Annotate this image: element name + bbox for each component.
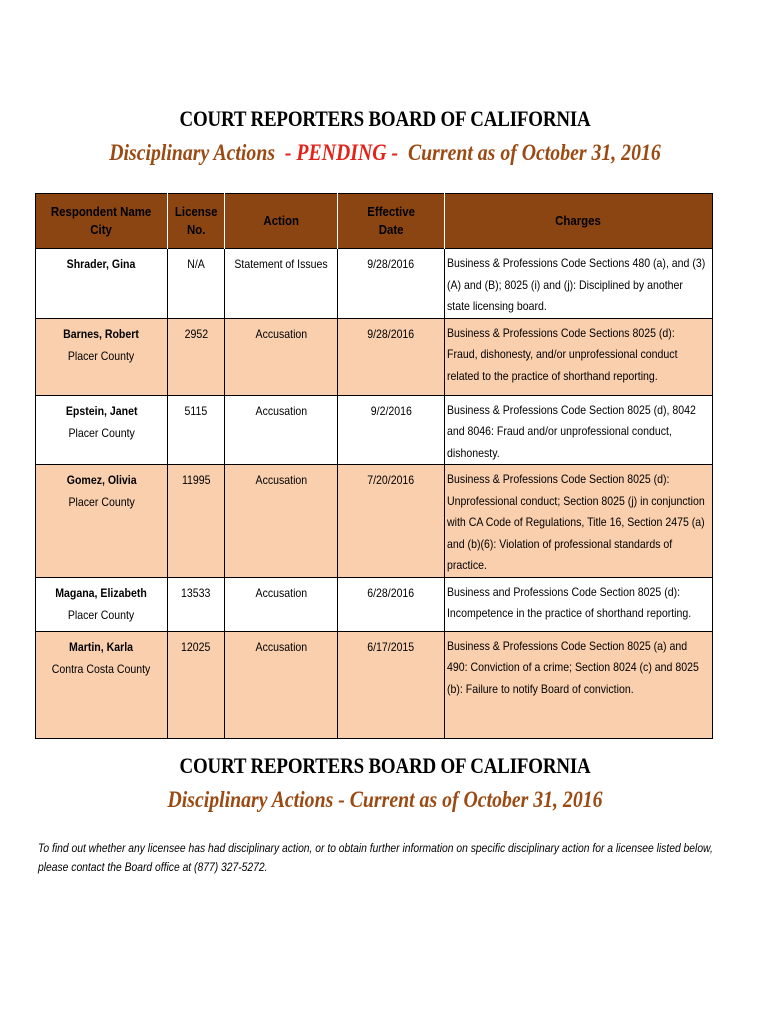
action-cell <box>225 318 338 395</box>
contact-note-text: To find out whether any licensee has had disciplinary action, or to obtain further information on specific disciplinary action for a licensee listed below, please contact the Board office at (877) 327-5272. <box>38 841 713 874</box>
header-charges-label: Charges <box>555 213 602 228</box>
table-row <box>36 465 713 578</box>
page-title: COURT REPORTERS BOARD OF CALIFORNIA <box>179 106 591 131</box>
effective-date: 6/17/2015 <box>367 639 415 654</box>
date-cell <box>338 249 445 319</box>
respondent-cell <box>36 465 168 578</box>
header-charges <box>445 194 713 249</box>
action-cell <box>225 465 338 578</box>
respondent-city: Contra Costa County <box>52 661 151 676</box>
effective-date: 7/20/2016 <box>367 473 415 487</box>
header-date-label: Date <box>378 222 404 237</box>
page-subtitle-2: Disciplinary Actions - Current as of October 31, 2016 <box>167 787 603 812</box>
contact-note <box>38 839 738 877</box>
effective-date: 9/28/2016 <box>367 326 415 341</box>
charges-text: Business and Professions Code Section 8025 (d): Incompetence in the practice of shorthand reporting. <box>447 584 692 620</box>
action-type: Accusation <box>255 473 307 487</box>
date-cell <box>338 318 445 395</box>
respondent-name: Barnes, Robert <box>63 326 140 341</box>
license-cell <box>168 318 225 395</box>
table-row <box>36 577 713 631</box>
header-action-label: Action <box>263 213 299 228</box>
header-action <box>225 194 338 249</box>
respondent-cell <box>36 577 168 631</box>
table-header-row <box>36 194 713 249</box>
effective-date: 9/2/2016 <box>370 403 412 418</box>
header-license-label: License <box>174 204 218 219</box>
page-subtitle <box>54 140 716 166</box>
table-row <box>36 631 713 738</box>
charges-cell <box>445 249 713 319</box>
charges-text: Business & Professions Code Sections 480 (a), and (3)(A) and (B); 8025 (i) and (j): Disciplined by another state licensing board. <box>447 256 706 313</box>
license-number: N/A <box>187 257 205 271</box>
respondent-name: Shrader, Gina <box>67 257 136 271</box>
charges-cell <box>445 577 713 631</box>
license-number: 13533 <box>181 585 211 600</box>
header-effective-date <box>338 194 445 249</box>
license-cell <box>168 395 225 465</box>
charges-cell <box>445 465 713 578</box>
subtitle-prefix: Disciplinary Actions <box>109 140 285 165</box>
charges-cell <box>445 395 713 465</box>
action-type: Accusation <box>255 639 307 654</box>
respondent-city: Placer County <box>68 495 135 509</box>
header-respondent <box>36 194 168 249</box>
charges-cell <box>445 318 713 395</box>
charges-text: Business & Professions Code Section 8025 (a) and 490: Conviction of a crime; Section 8024 (c) and 8025 (b): Failure to notify Board of conviction. <box>447 638 699 696</box>
date-cell <box>338 465 445 578</box>
table-row <box>36 249 713 319</box>
action-type: Accusation <box>255 326 307 341</box>
respondent-name: Epstein, Janet <box>65 403 138 418</box>
action-cell <box>225 249 338 319</box>
header-respondent-label: Respondent Name <box>51 204 152 219</box>
license-cell <box>168 577 225 631</box>
license-number: 2952 <box>184 326 208 341</box>
header-license <box>168 194 225 249</box>
page-title-2: COURT REPORTERS BOARD OF CALIFORNIA <box>179 753 591 778</box>
disciplinary-actions-table <box>35 193 713 739</box>
license-cell <box>168 631 225 738</box>
respondent-cell <box>36 318 168 395</box>
respondent-city: Placer County <box>68 425 135 440</box>
charges-cell <box>445 631 713 738</box>
respondent-name: Magana, Elizabeth <box>55 585 148 600</box>
effective-date: 6/28/2016 <box>367 585 415 600</box>
date-cell <box>338 577 445 631</box>
header-license-no-label: No. <box>186 222 206 237</box>
respondent-city: Placer County <box>68 607 135 622</box>
table-row <box>36 395 713 465</box>
license-cell <box>168 465 225 578</box>
action-cell <box>225 577 338 631</box>
charges-text: Business & Professions Code Section 8025 (d), 8042 and 8046: Fraud and/or unprofessional conduct, dishonesty. <box>447 402 696 460</box>
action-type: Accusation <box>255 403 307 418</box>
action-type: Statement of Issues <box>234 257 328 271</box>
action-cell <box>225 631 338 738</box>
charges-text: Business & Professions Code Sections 8025 (d): Fraud, dishonesty, and/or unprofessional conduct related to the practice of shorthand reporting. <box>447 325 678 383</box>
respondent-name: Martin, Karla <box>69 639 134 654</box>
respondent-name: Gomez, Olivia <box>66 473 137 487</box>
action-type: Accusation <box>255 585 307 600</box>
date-cell <box>338 395 445 465</box>
table-row <box>36 318 713 395</box>
respondent-city: Placer County <box>68 348 135 363</box>
subtitle-suffix: Current as of October 31, 2016 <box>398 140 661 165</box>
action-cell <box>225 395 338 465</box>
pending-label: - PENDING - <box>284 140 399 165</box>
respondent-cell <box>36 249 168 319</box>
license-number: 11995 <box>181 473 211 487</box>
header-effective-label: Effective <box>367 204 415 219</box>
respondent-cell <box>36 631 168 738</box>
license-number: 12025 <box>181 639 211 654</box>
effective-date: 9/28/2016 <box>367 257 415 271</box>
license-cell <box>168 249 225 319</box>
date-cell <box>338 631 445 738</box>
license-number: 5115 <box>184 403 208 418</box>
respondent-cell <box>36 395 168 465</box>
header-city-label: City <box>90 222 113 237</box>
charges-text: Business & Professions Code Section 8025 (d): Unprofessional conduct; Section 8025 (j) in conjunction with CA Code of Regulations, Title 16, Section 2475 (a) and (b)(6): Violation of professional standards of practice. <box>447 472 705 572</box>
